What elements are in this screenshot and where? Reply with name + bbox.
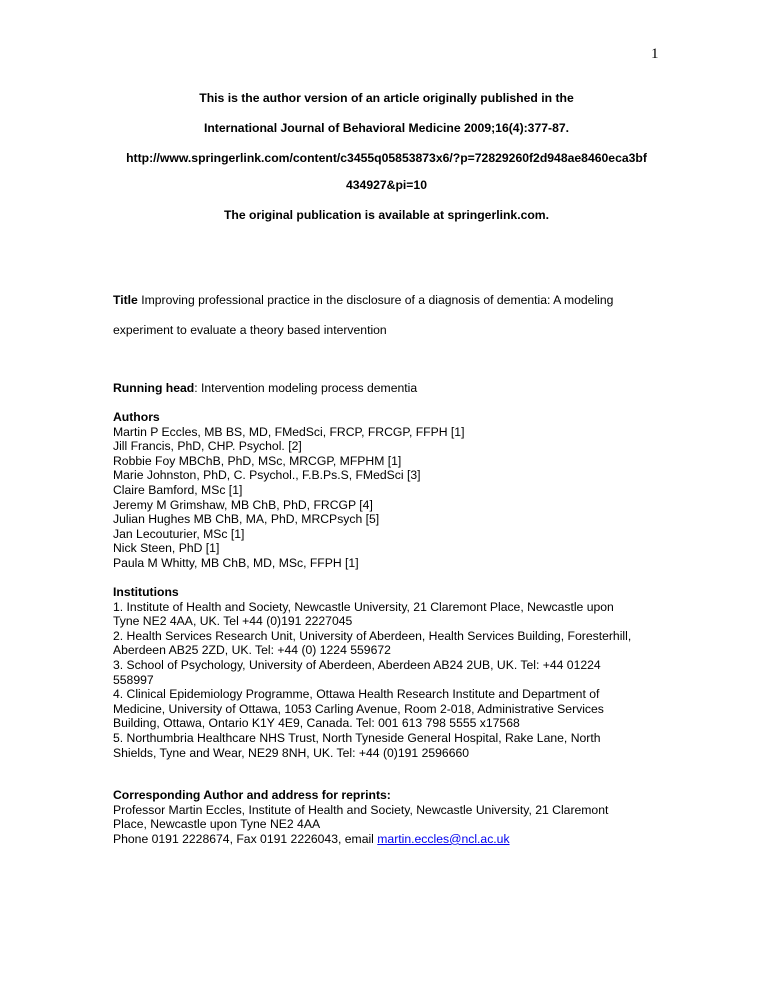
author-item: Jeremy M Grimshaw, MB ChB, PhD, FRCGP [4] xyxy=(113,497,373,512)
author-item: Nick Steen, PhD [1] xyxy=(113,541,220,556)
header-line-1: This is the author version of an article originally published in the xyxy=(199,91,574,105)
phone-fax-text: Phone 0191 2228674, Fax 0191 2226043, email xyxy=(113,831,378,846)
author-item: Jill Francis, PhD, CHP. Psychol. [2] xyxy=(113,439,302,454)
author-item: Jan Lecouturier, MSc [1] xyxy=(113,526,245,541)
header-line-3: http://www.springerlink.com/content/c3455q05853873x6/?p=72829260f2d948ae8460eca3bf xyxy=(126,151,647,165)
author-item: Claire Bamford, MSc [1] xyxy=(113,482,243,497)
title-label: Title xyxy=(113,293,138,307)
author-item: Robbie Foy MBChB, PhD, MSc, MRCGP, MFPHM [1] xyxy=(113,453,402,468)
institution-item: 5. Northumbria Healthcare NHS Trust, North Tyneside General Hospital, Rake Lane, North Shields, Tyne and Wear, NE29 8NH, UK. Tel: +44 (0)191 2596660 xyxy=(113,730,601,760)
email-link[interactable]: martin.eccles@ncl.ac.uk xyxy=(377,831,510,846)
authors-section xyxy=(113,410,673,571)
title-text: Improving professional practice in the disclosure of a diagnosis of dementia: A modeling experiment to evaluate a theory based intervention xyxy=(113,293,614,337)
corresponding-address: Professor Martin Eccles, Institute of Health and Society, Newcastle University, 21 Claremont Place, Newcastle upon Tyne NE2 4AA xyxy=(113,802,609,832)
running-head xyxy=(113,381,673,396)
institution-item: 2. Health Services Research Unit, University of Aberdeen, Health Services Building, Foresterhill, Aberdeen AB25 2ZD, UK. Tel: +44 (0) 1224 559672 xyxy=(113,628,632,658)
institution-item: 1. Institute of Health and Society, Newcastle University, 21 Claremont Place, Newcastle upon Tyne NE2 4AA, UK. Tel +44 (0)191 2227045 xyxy=(113,599,614,629)
institution-item: 4. Clinical Epidemiology Programme, Ottawa Health Research Institute and Department of Medicine, University of Ottawa, 1053 Carling Avenue, Room 2-018, Administrative Services Building, Ottawa, Ontario K1Y 4E9, Canada. Tel: 001 613 798 5555 x17568 xyxy=(113,687,604,731)
header-line-2: International Journal of Behavioral Medicine 2009;16(4):377-87. xyxy=(203,121,570,135)
corresponding-contact xyxy=(113,832,638,847)
corresponding-section xyxy=(113,788,638,846)
corresponding-heading: Corresponding Author and address for reprints: xyxy=(113,788,391,802)
author-item: Martin P Eccles, MB BS, MD, FMedSci, FRCP, FRCGP, FFPH [1] xyxy=(113,424,465,439)
author-item: Paula M Whitty, MB ChB, MD, MSc, FFPH [1] xyxy=(113,555,359,570)
author-item: Julian Hughes MB ChB, MA, PhD, MRCPsych [5] xyxy=(113,512,380,527)
institutions-heading: Institutions xyxy=(113,585,179,599)
author-item: Marie Johnston, PhD, C. Psychol., F.B.Ps.S, FMedSci [3] xyxy=(113,468,421,483)
authors-heading: Authors xyxy=(113,410,160,424)
header-line-4: 434927&pi=10 xyxy=(346,178,427,192)
page-number: 1 xyxy=(651,46,659,62)
institutions-section xyxy=(113,585,638,760)
title-paragraph xyxy=(113,285,643,345)
running-head-text: : Intervention modeling process dementia xyxy=(194,381,418,395)
header-line-5: The original publication is available at springerlink.com. xyxy=(223,208,550,222)
institution-item: 3. School of Psychology, University of Aberdeen, Aberdeen AB24 2UB, UK. Tel: +44 01224 558997 xyxy=(113,657,601,687)
running-head-label: Running head xyxy=(113,381,195,395)
